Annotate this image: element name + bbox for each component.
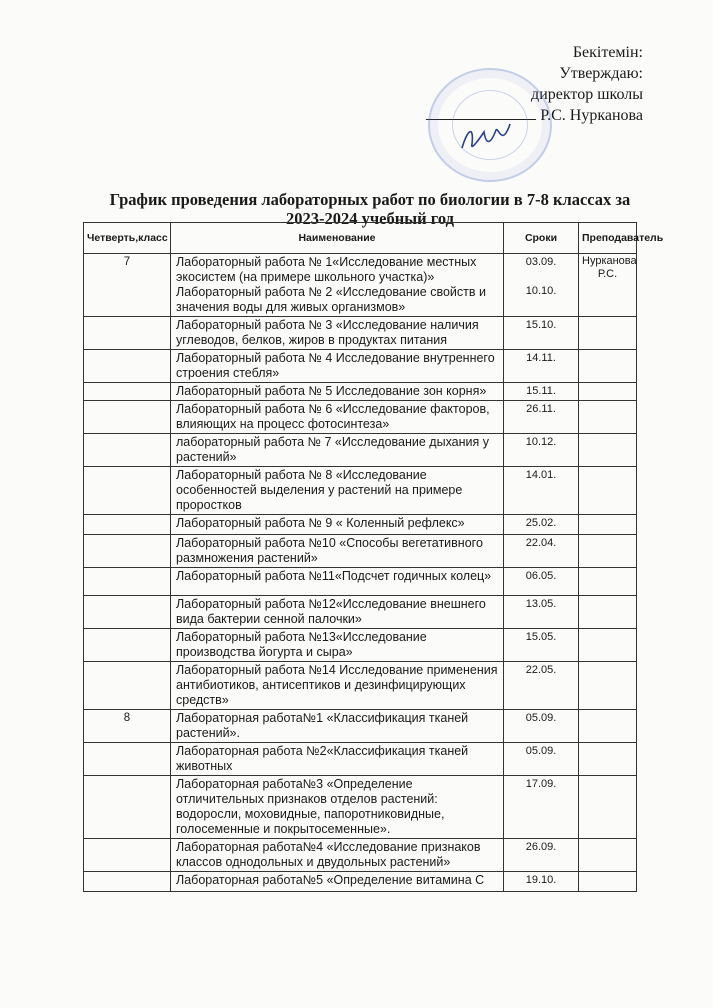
- lab-name-text: Лабораторный работа № 3 «Исследование наличия углеводов, белков, жиров в продуктах питания: [176, 318, 479, 347]
- cell-teacher: Нурканова Р.С.: [579, 254, 637, 317]
- cell-date: [504, 776, 579, 839]
- cell-lab-name: [171, 401, 504, 434]
- date-text: 10.10.: [525, 285, 557, 297]
- cell-teacher: [579, 776, 637, 839]
- cell-teacher: [579, 872, 637, 892]
- approval-line-ru: Утверждаю:: [559, 65, 643, 82]
- cell-date: [504, 434, 579, 467]
- cell-teacher: [579, 515, 637, 535]
- lab-name-text: Лабораторная работа№3 «Определение отличительных признаков отделов растений: водоросли, моховидные, папоротниковидные, голосеменные и покрытосеменные».: [176, 777, 445, 836]
- lab-name-text: Лабораторный работа № 8 «Исследование особенностей выделения у растений на примере проростков: [176, 468, 463, 512]
- table-row: [84, 350, 637, 383]
- date-text: 14.01.: [525, 469, 557, 481]
- cell-quarter: [84, 743, 171, 776]
- cell-lab-name: [171, 383, 504, 401]
- cell-lab-name: [171, 515, 504, 535]
- table-row: [84, 535, 637, 568]
- cell-date: [504, 839, 579, 872]
- lab-name-text: Лабораторный работа №10 «Способы вегетативного размножения растений»: [176, 536, 483, 565]
- cell-date: [504, 872, 579, 892]
- table-row: [84, 776, 637, 839]
- cell-teacher: [579, 839, 637, 872]
- cell-date: [504, 350, 579, 383]
- lab-name-text: Лабораторный работа № 4 Исследование внутреннего строения стебля»: [176, 351, 495, 380]
- cell-quarter: [84, 568, 171, 596]
- date-text: 03.09.: [525, 256, 557, 268]
- lab-name-text: Лабораторный работа №12«Исследование внешнего вида бактерии сенной палочки»: [176, 597, 486, 626]
- table-row: [84, 383, 637, 401]
- cell-lab-name: [171, 434, 504, 467]
- cell-teacher: [579, 467, 637, 515]
- date-text: 10.12.: [525, 436, 557, 448]
- table-row: [84, 317, 637, 350]
- approval-position: директор школы: [531, 86, 643, 103]
- cell-lab-name: [171, 467, 504, 515]
- date-text: 15.10.: [525, 319, 557, 331]
- lab-name-text: Лабораторный работа №14 Исследование применения антибиотиков, антисептиков и дезинфицирующих средств»: [176, 663, 498, 707]
- date-text: 26.11.: [526, 403, 556, 415]
- cell-teacher: [579, 743, 637, 776]
- cell-quarter: 8: [84, 710, 171, 743]
- cell-date: [504, 317, 579, 350]
- cell-date: [504, 515, 579, 535]
- table-row: [84, 743, 637, 776]
- cell-quarter: [84, 839, 171, 872]
- cell-quarter: [84, 629, 171, 662]
- cell-quarter: [84, 535, 171, 568]
- cell-teacher: [579, 535, 637, 568]
- table-body: [84, 254, 637, 892]
- cell-teacher: [579, 401, 637, 434]
- table-row: [84, 839, 637, 872]
- cell-teacher: [579, 317, 637, 350]
- cell-teacher: [579, 383, 637, 401]
- header-teacher: Преподаватель: [579, 223, 637, 254]
- date-text: 14.11.: [526, 352, 556, 364]
- cell-lab-name: [171, 662, 504, 710]
- date-text: 15.11.: [526, 385, 556, 397]
- cell-lab-name: [171, 350, 504, 383]
- cell-date: [504, 568, 579, 596]
- cell-date: [504, 629, 579, 662]
- lab-name-text: Лабораторная работа№1 «Классификация тканей растений».: [176, 711, 469, 740]
- lab-name-text: Лабораторный работа № 5 Исследование зон корня»: [176, 384, 487, 398]
- date-text: 06.05.: [525, 570, 557, 582]
- lab-name-text: Лабораторная работа№4 «Исследование признаков классов однодольных и двудольных растений»: [176, 840, 481, 869]
- cell-lab-name: [171, 776, 504, 839]
- cell-date: [504, 254, 579, 317]
- cell-teacher: [579, 434, 637, 467]
- cell-quarter: 7: [84, 254, 171, 317]
- cell-quarter: [84, 317, 171, 350]
- table-row: [84, 662, 637, 710]
- date-text: 17.09.: [525, 778, 557, 790]
- signature-mark: [458, 118, 518, 158]
- cell-lab-name: [171, 317, 504, 350]
- cell-date: [504, 401, 579, 434]
- cell-date: [504, 467, 579, 515]
- cell-lab-name: [171, 568, 504, 596]
- table-row: [84, 434, 637, 467]
- cell-date: [504, 710, 579, 743]
- cell-teacher: [579, 350, 637, 383]
- cell-quarter: [84, 434, 171, 467]
- table-row: [84, 710, 637, 743]
- date-text: 22.05.: [525, 664, 557, 676]
- date-text: 05.09.: [525, 712, 557, 724]
- cell-quarter: [84, 596, 171, 629]
- cell-date: [504, 383, 579, 401]
- table-row: [84, 629, 637, 662]
- page-title: График проведения лабораторных работ по биологии в 7-8 классах за 2023-2024 учебный год: [109, 190, 631, 228]
- lab-name-text: лабораторный работа № 7 «Исследование дыхания у растений»: [176, 435, 490, 464]
- cell-date: [504, 596, 579, 629]
- cell-quarter: [84, 401, 171, 434]
- cell-date: [504, 535, 579, 568]
- lab-name-text: Лабораторный работа №11«Подсчет годичных колец»: [176, 569, 492, 583]
- lab-name-text: Лабораторная работа№5 «Определение витамина С: [176, 873, 485, 887]
- header-name: Наименование: [171, 223, 504, 254]
- lab-name-text: Лабораторный работа № 9 « Коленный рефлекс»: [176, 516, 465, 530]
- cell-lab-name: [171, 743, 504, 776]
- table-row: [84, 872, 637, 892]
- lab-name-text: Лабораторный работа № 1«Исследование местных экосистем (на примере школьного участка)»: [176, 255, 477, 284]
- table-row: [84, 596, 637, 629]
- date-text: 05.09.: [525, 745, 557, 757]
- cell-lab-name: [171, 535, 504, 568]
- date-text: 25.02.: [525, 517, 557, 529]
- cell-date: [504, 662, 579, 710]
- cell-quarter: [84, 872, 171, 892]
- cell-teacher: [579, 596, 637, 629]
- lab-name-text: Лабораторная работа №2«Классификация тканей животных: [176, 744, 469, 773]
- header-date: Сроки: [504, 223, 579, 254]
- cell-teacher: [579, 629, 637, 662]
- date-text: 19.10.: [525, 874, 557, 886]
- lab-name-text: Лабораторный работа №13«Исследование производства йогурта и сыра»: [176, 630, 427, 659]
- table-row: [84, 568, 637, 596]
- cell-lab-name: [171, 710, 504, 743]
- cell-lab-name: [171, 254, 504, 317]
- date-text: 13.05.: [525, 598, 557, 610]
- cell-quarter: [84, 776, 171, 839]
- table-header-row: [84, 223, 637, 254]
- lab-schedule-table: [83, 222, 664, 892]
- cell-teacher: [579, 568, 637, 596]
- cell-lab-name: [171, 596, 504, 629]
- lab-name-text: Лабораторный работа № 6 «Исследование факторов, влияющих на процесс фотосинтеза»: [176, 402, 490, 431]
- cell-lab-name: [171, 629, 504, 662]
- cell-quarter: [84, 662, 171, 710]
- cell-lab-name: [171, 872, 504, 892]
- table-row: [84, 254, 637, 317]
- table-row: [84, 467, 637, 515]
- cell-quarter: [84, 467, 171, 515]
- cell-quarter: [84, 350, 171, 383]
- approval-name: Р.С. Нурканова: [540, 107, 643, 124]
- cell-date: [504, 743, 579, 776]
- cell-quarter: [84, 383, 171, 401]
- table-row: [84, 515, 637, 535]
- approval-line-kz: Бекітемін:: [572, 44, 643, 61]
- date-text: 15.05.: [525, 631, 557, 643]
- date-text: 26.09.: [525, 841, 557, 853]
- cell-teacher: [579, 662, 637, 710]
- cell-teacher: [579, 710, 637, 743]
- cell-quarter: [84, 515, 171, 535]
- cell-lab-name: [171, 839, 504, 872]
- table-row: [84, 401, 637, 434]
- date-text: 22.04.: [525, 537, 557, 549]
- header-quarter: Четверть,класс: [84, 223, 171, 254]
- lab-name-text: Лабораторный работа № 2 «Исследование свойств и значения воды для живых организмов»: [176, 285, 486, 314]
